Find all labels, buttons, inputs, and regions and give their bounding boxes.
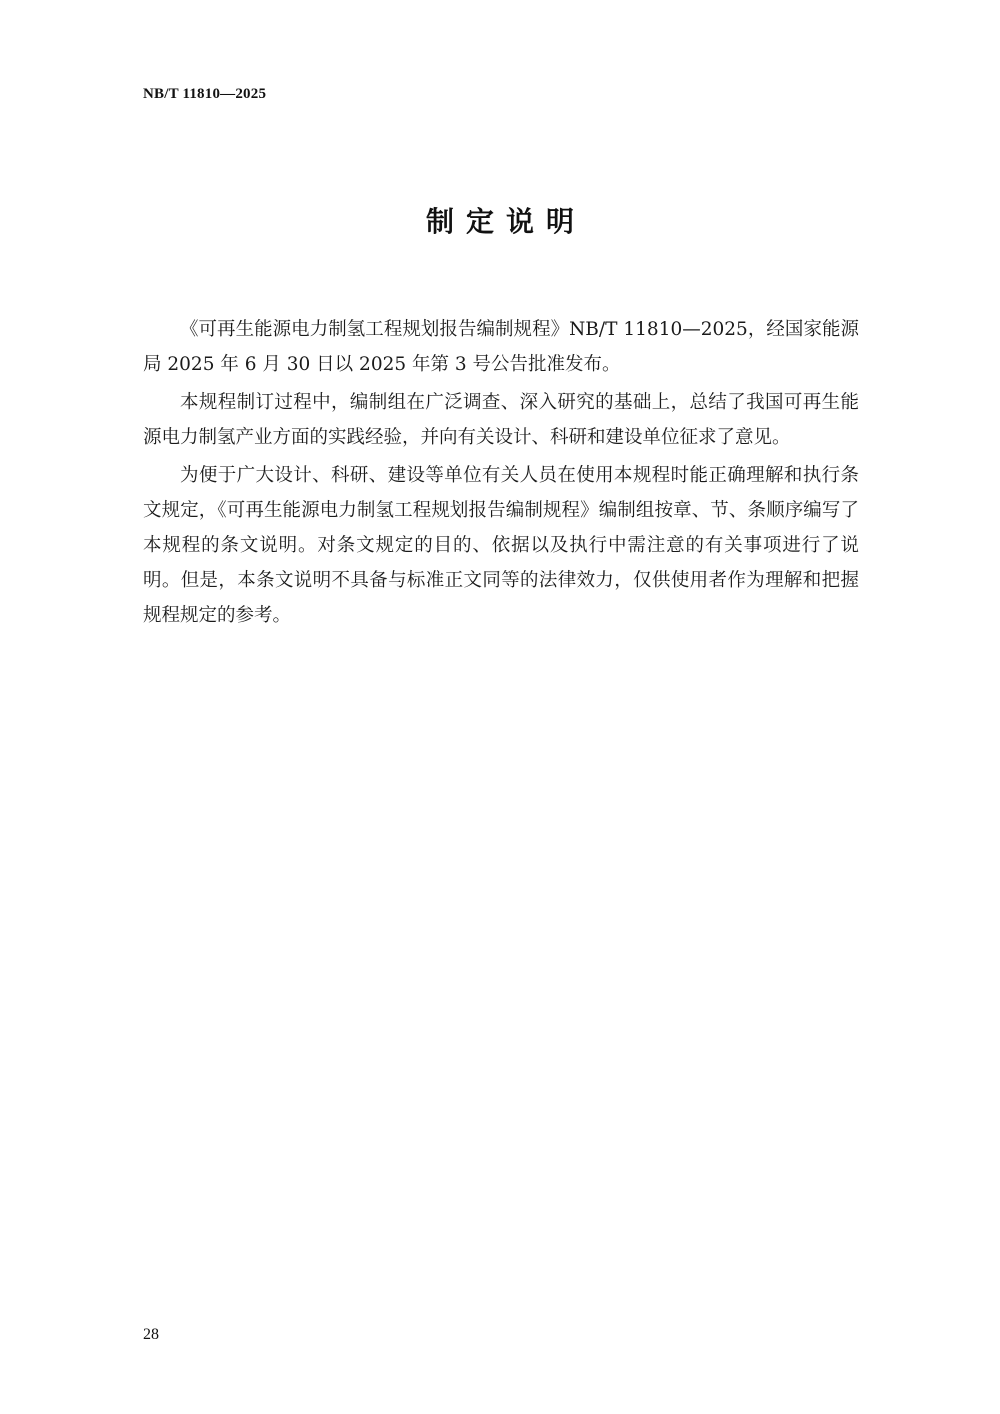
body-text xyxy=(143,312,859,636)
standard-code-header: NB/T 11810—2025 xyxy=(143,86,267,102)
paragraph-purpose: 为便于广大设计、科研、建设等单位有关人员在使用本规程时能正确理解和执行条文规定，《可再生能源电力制氢工程规划报告编制规程》编制组按章、节、条顺序编写了本规程的条文说明。对条文规定的目的、依据以及执行中需注意的有关事项进行了说明。但是，本条文说明不具备与标准正文同等的法律效力，仅供使用者作为理解和把握规程规定的参考。 xyxy=(143,465,859,626)
page-title: 制定说明 xyxy=(425,205,586,238)
paragraph-process: 本规程制订过程中，编制组在广泛调查、深入研究的基础上，总结了我国可再生能源电力制氢产业方面的实践经验，并向有关设计、科研和建设单位征求了意见。 xyxy=(143,392,859,448)
paragraph-approval: 《可再生能源电力制氢工程规划报告编制规程》NB/T 11810—2025，经国家能源局 2025 年 6 月 30 日以 2025 年第 3 号公告批准发布。 xyxy=(143,319,859,375)
page-number: 28 xyxy=(143,1326,159,1343)
